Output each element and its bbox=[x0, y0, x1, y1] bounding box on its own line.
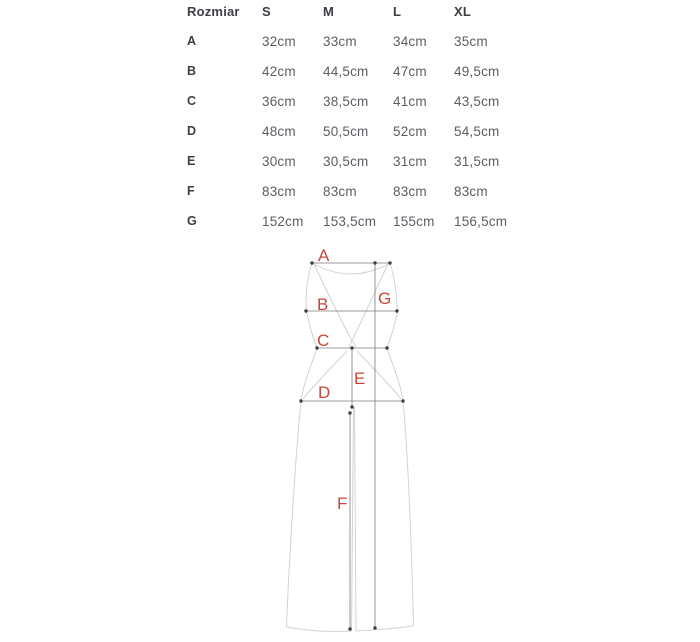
measurement-labels bbox=[317, 246, 391, 513]
measure-label-B: B bbox=[317, 295, 329, 314]
endpoint-dot bbox=[373, 626, 376, 629]
endpoint-dot bbox=[348, 627, 351, 630]
measurement-value: 48cm bbox=[262, 123, 296, 139]
measurement-value: 155cm bbox=[393, 213, 435, 229]
endpoint-dot bbox=[310, 261, 313, 264]
size-column-header: M bbox=[323, 3, 335, 19]
measure-label-E: E bbox=[354, 369, 366, 388]
measurement-value: 54,5cm bbox=[454, 123, 500, 139]
endpoint-dot bbox=[350, 346, 353, 349]
dress-left-edge bbox=[287, 263, 318, 627]
dress-right-edge bbox=[387, 263, 414, 626]
measurement-value: 32cm bbox=[262, 33, 296, 49]
measurement-value: 35cm bbox=[454, 33, 488, 49]
row-label: C bbox=[187, 94, 197, 108]
table-row bbox=[187, 26, 547, 56]
endpoint-dot bbox=[350, 405, 353, 408]
measure-label-D: D bbox=[318, 383, 331, 402]
measurement-value: 33cm bbox=[323, 33, 357, 49]
measurement-value: 43,5cm bbox=[454, 93, 500, 109]
dress-slit-left-edge bbox=[352, 407, 354, 631]
endpoint-dot bbox=[388, 261, 391, 264]
measurement-value: 156,5cm bbox=[454, 213, 508, 229]
dress-hem-left bbox=[287, 627, 352, 632]
measurement-value: 31,5cm bbox=[454, 153, 500, 169]
measurement-value: 30,5cm bbox=[323, 153, 369, 169]
table-row bbox=[187, 86, 547, 116]
measurement-value: 83cm bbox=[262, 183, 296, 199]
size-table-rows bbox=[187, 26, 547, 236]
table-row bbox=[187, 116, 547, 146]
measurement-value: 83cm bbox=[393, 183, 427, 199]
measurement-value: 44,5cm bbox=[323, 63, 369, 79]
measurement-value: 31cm bbox=[393, 153, 427, 169]
size-column-header: S bbox=[262, 3, 271, 19]
dress-slit-right-edge bbox=[355, 407, 357, 631]
row-label: D bbox=[187, 124, 197, 138]
endpoint-dot bbox=[348, 411, 351, 414]
endpoint-dot bbox=[395, 309, 398, 312]
size-table bbox=[187, 0, 547, 236]
measurement-value: 38,5cm bbox=[323, 93, 369, 109]
measurement-value: 47cm bbox=[393, 63, 427, 79]
row-label: F bbox=[187, 184, 195, 198]
table-row bbox=[187, 206, 547, 236]
measurement-value: 36cm bbox=[262, 93, 296, 109]
row-label: B bbox=[187, 64, 197, 78]
row-label: A bbox=[187, 34, 197, 48]
measure-label-A: A bbox=[318, 246, 330, 265]
measurement-value: 41cm bbox=[393, 93, 427, 109]
measurement-value: 49,5cm bbox=[454, 63, 500, 79]
row-label: G bbox=[187, 214, 197, 228]
size-column-header: L bbox=[393, 3, 402, 19]
measurement-value: 34cm bbox=[393, 33, 427, 49]
measurement-value: 30cm bbox=[262, 153, 296, 169]
row-label: E bbox=[187, 154, 196, 168]
endpoint-dot bbox=[401, 399, 404, 402]
table-row bbox=[187, 176, 547, 206]
table-row bbox=[187, 146, 547, 176]
measurement-value: 52cm bbox=[393, 123, 427, 139]
endpoint-dot bbox=[385, 346, 388, 349]
measurement-value: 153,5cm bbox=[323, 213, 377, 229]
measurement-value: 42cm bbox=[262, 63, 296, 79]
measurement-value: 83cm bbox=[323, 183, 357, 199]
measure-label-C: C bbox=[317, 331, 330, 350]
table-row bbox=[187, 56, 547, 86]
size-column-header: XL bbox=[454, 3, 472, 19]
measurement-value: 83cm bbox=[454, 183, 488, 199]
measure-label-G: G bbox=[378, 289, 392, 308]
size-table-header bbox=[187, 0, 547, 26]
measure-label-F: F bbox=[337, 494, 348, 513]
table-title: Rozmiar bbox=[187, 3, 240, 19]
dress-measurement-diagram bbox=[250, 240, 470, 642]
dress-hem-right bbox=[356, 626, 414, 631]
measurement-value: 50,5cm bbox=[323, 123, 369, 139]
measurement-value: 152cm bbox=[262, 213, 304, 229]
endpoint-dot bbox=[299, 399, 302, 402]
endpoint-dot bbox=[304, 309, 307, 312]
endpoint-dot bbox=[373, 261, 376, 264]
